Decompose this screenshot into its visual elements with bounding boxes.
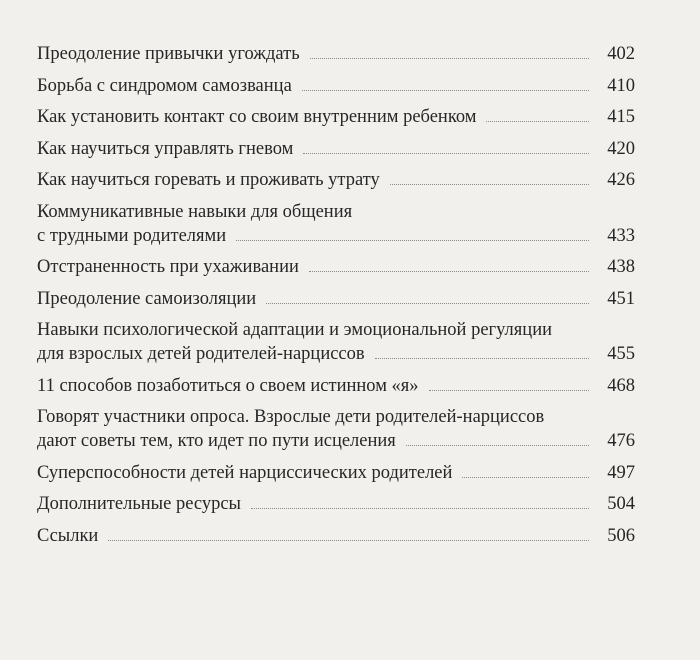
toc-leader-dots (236, 240, 589, 241)
toc-entry-title: 11 способов позаботиться о своем истинном «я» (37, 375, 419, 396)
toc-entry-title: Борьба с синдромом самозванца (37, 75, 292, 96)
toc-leader-dots (375, 358, 589, 359)
toc-page-number: 410 (607, 75, 635, 96)
toc-leader-dots (309, 271, 589, 272)
toc-page-number: 433 (607, 225, 635, 246)
toc-page-number: 504 (607, 494, 635, 514)
toc-leader-dots (108, 540, 589, 541)
toc-entry (37, 405, 635, 453)
toc-entry-title: Как научиться горевать и проживать утрату (37, 170, 380, 190)
toc-entry-title: Преодоление самоизоляции (37, 288, 257, 309)
toc-page-number: 402 (607, 44, 635, 64)
toc-entry (37, 168, 635, 192)
toc-entry (37, 137, 635, 161)
toc-entry (37, 105, 635, 129)
toc-page-number: 497 (607, 462, 635, 483)
table-of-contents (37, 42, 635, 555)
toc-leader-dots (303, 153, 589, 154)
toc-entry-title-line-1: Коммуникативные навыки для общения (37, 201, 353, 222)
toc-entry-title-line-2: для взрослых детей родителей-нарциссов (37, 344, 365, 364)
toc-leader-dots (462, 477, 589, 478)
toc-entry-title: Суперспособности детей нарциссических родителей (37, 462, 453, 483)
toc-entry-title: Дополнительные ресурсы (37, 494, 241, 514)
toc-entry-title: Преодоление привычки угождать (37, 44, 300, 64)
toc-entry (37, 318, 635, 366)
toc-entry-title: Как установить контакт со своим внутренним ребенком (37, 107, 477, 127)
toc-entry-title-line-1: Говорят участники опроса. Взрослые дети родителей-нарциссов (37, 407, 545, 427)
toc-page-number: 420 (607, 138, 635, 159)
toc-entry-title: Как научиться управлять гневом (37, 138, 294, 159)
toc-leader-dots (390, 184, 589, 185)
toc-entry (37, 374, 635, 398)
toc-entry-title: Отстраненность при ухаживании (37, 257, 299, 277)
toc-page-number: 426 (607, 170, 635, 190)
toc-page-number: 468 (607, 375, 635, 396)
toc-page-number: 438 (607, 257, 635, 277)
toc-entry-title: Ссылки (37, 525, 99, 546)
toc-entry (37, 74, 635, 98)
toc-leader-dots (266, 303, 589, 304)
toc-entry (37, 492, 635, 516)
toc-entry-title-line-1: Навыки психологической адаптации и эмоциональной регуляции (37, 320, 552, 340)
toc-entry (37, 42, 635, 66)
toc-entry (37, 255, 635, 279)
toc-page-number: 506 (607, 525, 635, 546)
toc-leader-dots (251, 508, 589, 509)
toc-entry (37, 200, 635, 248)
toc-page-number: 415 (607, 107, 635, 127)
toc-leader-dots (302, 90, 589, 91)
toc-page-number: 451 (607, 288, 635, 309)
toc-entry (37, 524, 635, 548)
toc-entry-title-line-2: с трудными родителями (37, 225, 227, 246)
toc-entry (37, 287, 635, 311)
toc-leader-dots (310, 58, 589, 59)
toc-leader-dots (429, 390, 589, 391)
toc-entry-title-line-2: дают советы тем, кто идет по пути исцеления (37, 431, 396, 451)
toc-page-number: 476 (607, 431, 635, 451)
toc-entry (37, 461, 635, 485)
toc-leader-dots (486, 121, 589, 122)
toc-leader-dots (406, 445, 589, 446)
toc-page-number: 455 (607, 344, 635, 364)
